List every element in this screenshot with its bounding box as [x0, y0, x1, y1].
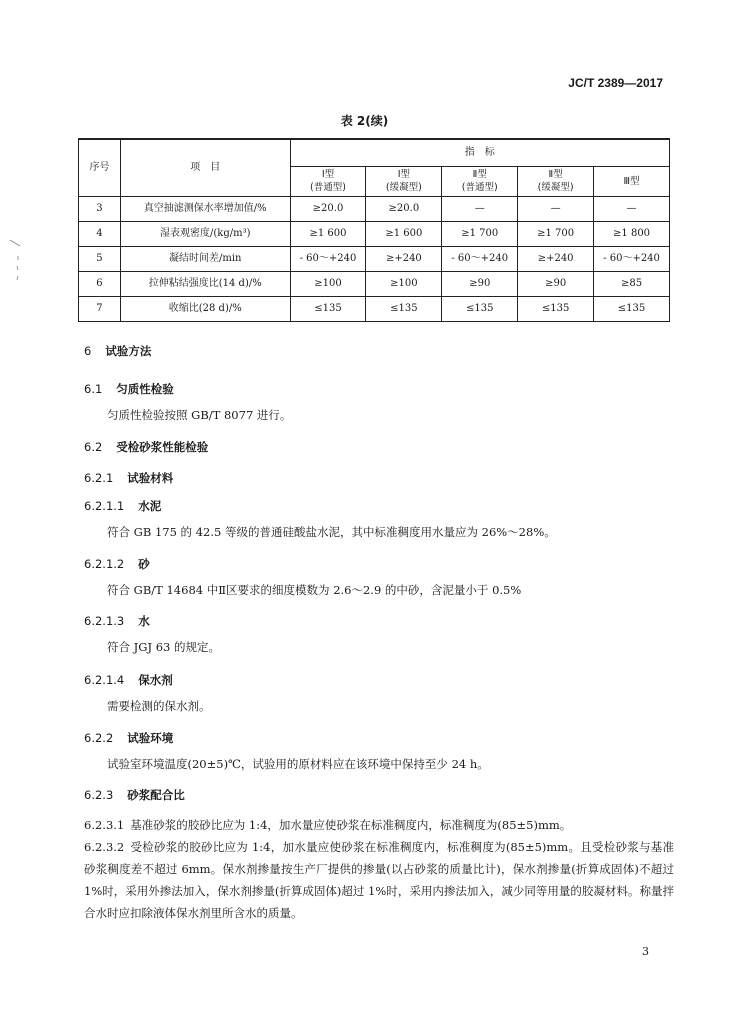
header-col-4: Ⅱ型 (缓凝型): [518, 166, 594, 196]
cell: ≥1 700: [442, 221, 518, 246]
table-row: [79, 221, 670, 246]
cell: ≥100: [290, 271, 366, 296]
paragraph-6-2-1-1: 符合 GB 175 的 42.5 等级的普通硅酸盐水泥，其中标准稠度用水量应为 26%～28%。: [107, 525, 556, 539]
cell: ≥+240: [366, 246, 442, 271]
header-col-2: Ⅰ型 (缓凝型): [366, 166, 442, 196]
header-no: 序号: [79, 139, 121, 196]
cell: ≥20.0: [290, 196, 366, 221]
heading-6: 6 试验方法: [84, 344, 152, 358]
table-caption: 表 2(续): [340, 114, 389, 128]
header-col-5: Ⅲ型: [594, 166, 670, 196]
cell: ≥+240: [518, 246, 594, 271]
cell: ≥1 700: [518, 221, 594, 246]
header-col-1: Ⅰ型 (普通型): [290, 166, 366, 196]
heading-6-2-1-3: 6.2.1.3 水: [84, 614, 150, 628]
header-item: 项 目: [120, 139, 290, 196]
heading-6-2: 6.2 受检砂浆性能检验: [84, 440, 209, 454]
row-item: 拉伸粘结强度比(14 d)/%: [120, 271, 290, 296]
clause-6-2-3-1: 6.2.3.1 基准砂浆的胶砂比应为 1:4，加水量应使砂浆在标准稠度内，标准稠度为(85±5)mm。: [84, 818, 572, 832]
cell: ≥90: [518, 271, 594, 296]
heading-6-2-3: 6.2.3 砂浆配合比: [84, 788, 185, 802]
table-header-row-1: [79, 139, 670, 166]
row-no: 3: [79, 196, 121, 221]
cell: ≥100: [366, 271, 442, 296]
cell: —: [442, 196, 518, 221]
cell: ≤135: [290, 296, 366, 321]
table-row: [79, 246, 670, 271]
row-item: 湿表观密度/(kg/m³): [120, 221, 290, 246]
cell: ≥1 800: [594, 221, 670, 246]
cell: ≥20.0: [366, 196, 442, 221]
paragraph-6-2-2: 试验室环境温度(20±5)℃，试验用的原材料应在该环境中保持至少 24 h。: [107, 757, 489, 771]
heading-6-1: 6.1 匀质性检验: [84, 382, 174, 396]
standard-code: JC/T 2389—2017: [568, 76, 663, 90]
cell: —: [594, 196, 670, 221]
cell: ≤135: [442, 296, 518, 321]
table-row: [79, 296, 670, 321]
row-no: 4: [79, 221, 121, 246]
heading-6-2-1-4: 6.2.1.4 保水剂: [84, 673, 173, 687]
heading-6-2-1-1: 6.2.1.1 水泥: [84, 499, 162, 513]
cell: - 60～+240: [594, 246, 670, 271]
paragraph-6-2-1-2: 符合 GB/T 14684 中Ⅱ区要求的细度模数为 2.6～2.9 的中砂，含泥量小于 0.5%: [107, 583, 522, 597]
cell: - 60～+240: [442, 246, 518, 271]
clause-6-2-3-2: 6.2.3.2 受检砂浆的胶砂比应为 1:4，加水量应使砂浆在标准稠度内，标准稠度为(85±5)mm。且受检砂浆与基准砂浆稠度差不超过 6mm。保水剂掺量按生产厂提供的掺量(以占砂浆的质量比计)，保水剂掺量(折算成固体)不超过 1%时，采用外掺法加入，保水剂掺量(折算成固体)超过 1%时，采用内掺法加入，减少同等用量的胶凝材料。称量拌合水时应扣除液体保水剂里所含水的质量。: [84, 840, 674, 920]
row-no: 5: [79, 246, 121, 271]
cell: ≤135: [366, 296, 442, 321]
cell: - 60～+240: [290, 246, 366, 271]
paragraph-6-2-1-3: 符合 JGJ 63 的规定。: [107, 640, 221, 654]
page-number: 3: [642, 945, 649, 958]
cell: ≥85: [594, 271, 670, 296]
row-item: 真空抽滤测保水率增加值/%: [120, 196, 290, 221]
row-item: 凝结时间差/min: [120, 246, 290, 271]
heading-6-2-2: 6.2.2 试验环境: [84, 731, 174, 745]
header-indicator: 指 标: [290, 139, 669, 166]
cell: ≤135: [594, 296, 670, 321]
cell: —: [518, 196, 594, 221]
paragraph-6-2-1-4: 需要检测的保水剂。: [107, 699, 211, 713]
cell: ≥90: [442, 271, 518, 296]
heading-6-2-1: 6.2.1 试验材料: [84, 471, 174, 485]
paragraph-6-1: 匀质性检验按照 GB/T 8077 进行。: [107, 408, 292, 422]
table-row: [79, 271, 670, 296]
margin-scan-mark: [8, 238, 28, 288]
spec-table: [78, 138, 670, 322]
heading-6-2-1-2: 6.2.1.2 砂: [84, 557, 150, 571]
row-no: 7: [79, 296, 121, 321]
row-no: 6: [79, 271, 121, 296]
row-item: 收缩比(28 d)/%: [120, 296, 290, 321]
cell: ≥1 600: [366, 221, 442, 246]
cell: ≥1 600: [290, 221, 366, 246]
table-row: [79, 196, 670, 221]
cell: ≤135: [518, 296, 594, 321]
header-col-3: Ⅱ型 (普通型): [442, 166, 518, 196]
